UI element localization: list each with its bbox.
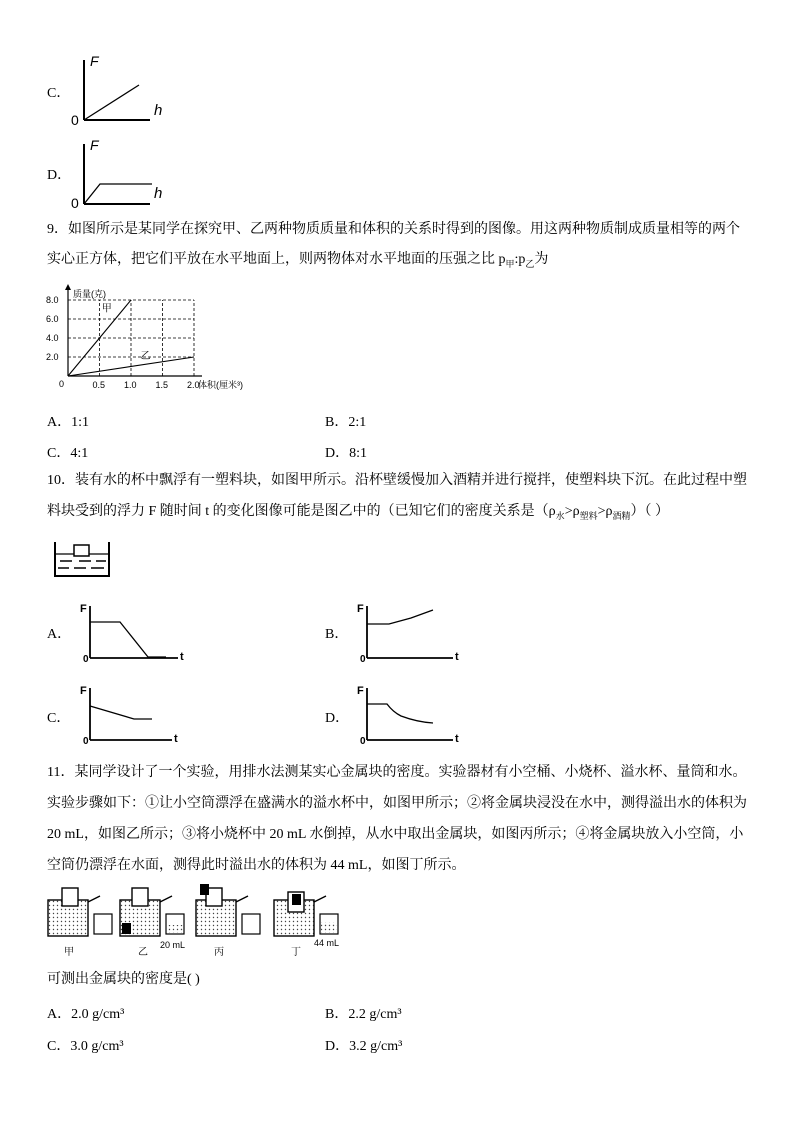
vol-label-44: 44 mL [314, 938, 340, 948]
option-d-graph [70, 134, 180, 209]
q10-option-c-graph [80, 682, 188, 746]
q11-line4: 空筒仍漂浮在水面，测得此时溢出水的体积为 44 mL，如图丁所示。 [47, 858, 466, 873]
option-c-f-label: F [90, 53, 99, 69]
y-axis-arrow [65, 284, 71, 290]
option-c-graph [70, 52, 180, 127]
x-tick-label-3: 2.0 [187, 380, 200, 390]
q11-line1: 11．某同学设计了一个实验，用排水法测某实心金属块的密度。实验器材有小空桶、小烧杯、溢水杯、量筒和水。 [47, 765, 747, 780]
fig-label-ding: 丁 [291, 947, 301, 958]
figure-jia [48, 888, 112, 936]
q9-line1: 9．如图所示是某同学在探究甲、乙两种物质质量和体积的关系时得到的图像。用这两种物质制成质量相等的两个 [47, 222, 740, 237]
q9-option-a: A．1:1 [47, 415, 90, 430]
option-d-origin: 0 [71, 195, 79, 209]
x-axis-label: 体积(厘米³) [198, 380, 243, 390]
svg-text:F: F [357, 603, 364, 615]
y-tick-label-3: 2.0 [46, 352, 59, 362]
x-tick-label-1: 1.0 [124, 380, 137, 390]
svg-text:0: 0 [360, 736, 366, 746]
q9-option-b: B．2:1 [325, 415, 367, 430]
q11-option-a: A．2.0 g/cm³ [47, 1007, 125, 1022]
q11-overflow-cup-figures [44, 880, 354, 958]
q11-option-c: C．3.0 g/cm³ [47, 1039, 124, 1054]
q9-line2-post: 为 [534, 252, 549, 267]
figure-ding [274, 892, 338, 936]
q11-option-b: B．2.2 g/cm³ [325, 1007, 402, 1022]
q10-beaker-figure [52, 538, 112, 580]
fig-label-bing: 丙 [214, 947, 224, 958]
svg-text:0: 0 [83, 654, 89, 664]
y-tick-label-1: 6.0 [46, 314, 59, 324]
q9-mass-volume-chart [40, 283, 260, 395]
q10-option-c-label: C． [47, 711, 71, 726]
q11-line3: 20 mL，如图乙所示；③将小烧杯中 20 mL 水倒掉，从水中取出金属块，如图丙所示；④将金属块放入小空筒，小 [47, 827, 744, 842]
svg-text:t: t [174, 733, 178, 745]
q9-colon: :p [514, 252, 526, 267]
vol-label-20: 20 mL [160, 940, 186, 950]
option-d-h-label: h [154, 185, 163, 202]
q10-option-a-graph [80, 600, 188, 664]
option-d-f-label: F [90, 137, 99, 153]
svg-text:t: t [180, 651, 184, 663]
q10-option-a-label: A． [47, 627, 72, 642]
figure-bing [196, 884, 260, 936]
svg-text:0: 0 [83, 736, 89, 746]
q10-option-b-label: B． [325, 627, 349, 642]
q9-sub-yi: 乙 [525, 258, 535, 269]
x-tick-label-0: 0.5 [92, 380, 106, 390]
figure-yi [120, 888, 184, 936]
q10-sub-alcohol: 酒精 [612, 510, 631, 521]
q9-line2-pre: 实心正方体，把它们平放在水平地面上，则两物体对水平地面的压强之比 p [47, 252, 506, 267]
svg-text:F: F [80, 603, 87, 615]
q10-sub-water: 水 [555, 510, 565, 521]
svg-text:0: 0 [360, 654, 366, 664]
x-tick-label-2: 1.5 [155, 380, 169, 390]
q10-option-d-label: D． [325, 711, 350, 726]
q11-option-d: D．3.2 g/cm³ [325, 1039, 403, 1054]
fig-label-jia: 甲 [64, 947, 74, 958]
q9-line2 [47, 245, 548, 279]
q11-line2: 实验步骤如下：①让小空筒漂浮在盛满水的溢水杯中，如图甲所示；②将金属块浸没在水中，测得溢出水的体积为 [47, 796, 747, 811]
q9-option-d: D．8:1 [325, 446, 368, 461]
option-c-label: C． [47, 86, 71, 101]
svg-text:F: F [357, 685, 364, 697]
svg-text:t: t [455, 733, 459, 745]
y-tick-label-2: 4.0 [46, 333, 59, 343]
series-label-0: 甲 [101, 303, 112, 315]
q10-sub-plastic: 塑料 [579, 510, 598, 521]
q10-line1: 10．装有水的杯中飘浮有一塑料块，如图甲所示。沿杯壁缓慢加入酒精并进行搅拌，使塑料块下沉。在此过程中塑 [47, 473, 747, 488]
svg-text:t: t [455, 651, 459, 663]
y-axis-label: 质量(克) [73, 289, 106, 299]
q9-sub-jia: 甲 [505, 258, 515, 269]
q11-prompt: 可测出金属块的密度是( ) [47, 972, 200, 987]
y-tick-label-0: 8.0 [46, 295, 59, 305]
option-c-origin: 0 [71, 112, 79, 127]
fig-label-yi: 乙 [138, 947, 148, 958]
q9-option-c: C．4:1 [47, 446, 89, 461]
option-c-h-label: h [154, 102, 163, 119]
q10-option-d-graph [357, 682, 465, 746]
q10-option-b-graph [357, 600, 465, 664]
option-d-label: D． [47, 168, 72, 183]
series-label-1: 乙 [140, 350, 151, 362]
q10-line2: 料块受到的浮力 F 随时间 t 的变化图像可能是图乙中的（已知它们的密度关系是$(\rho_水>\rho_{塑料}>\rho_{酒精})$（ ） [47, 504, 669, 521]
svg-text:F: F [80, 685, 87, 697]
origin-label: 0 [59, 379, 65, 389]
